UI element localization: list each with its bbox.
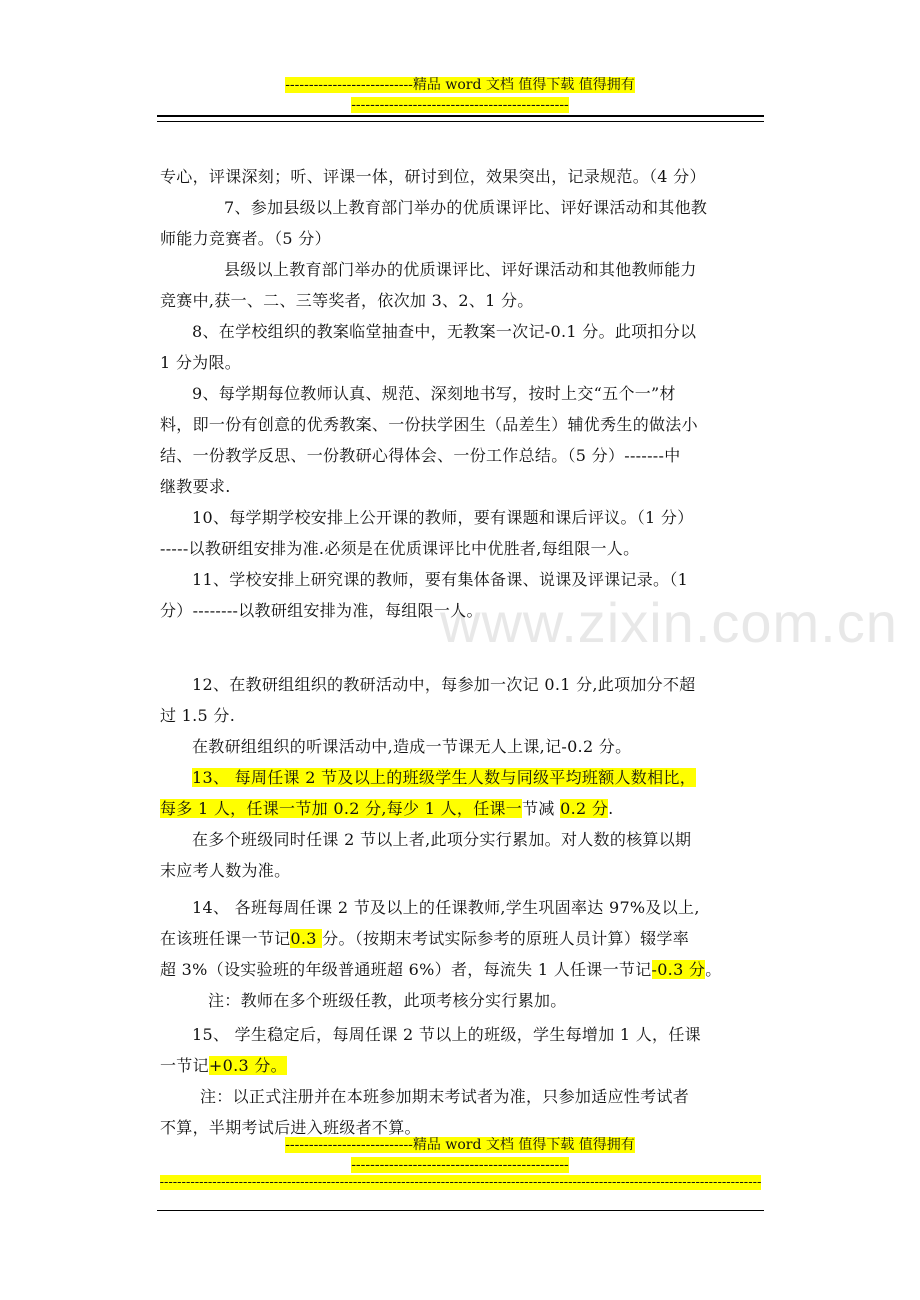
item-13-line-2c: 0.2 分 — [560, 799, 609, 818]
body-block-1-line: 料，即一份有创意的优秀教案、一份扶学困生（品差生）辅优秀生的做法小 — [160, 415, 698, 434]
body-block-1-line: 7、参加县级以上教育部门举办的优质课评比、评好课活动和其他教 — [224, 198, 708, 217]
footer-line-2 — [0, 1156, 920, 1174]
header-rule-thin — [157, 121, 764, 122]
item-14-line-2a: 在该班任课一节记 — [160, 929, 291, 948]
body-block-2 — [160, 669, 764, 762]
item-15 — [160, 1019, 764, 1143]
item-14-line-2b: 0.3 — [290, 929, 323, 948]
item-15-note-2: 不算，半期考试后进入班级者不算。 — [160, 1118, 421, 1137]
item-14-line-3c: 。 — [705, 960, 722, 979]
body-block-3 — [160, 824, 764, 886]
body-block-1-line: 师能力竞赛者。（5 分） — [160, 229, 331, 248]
item-14-line-3b: -0.3 分 — [651, 960, 706, 979]
header-rule-thick — [157, 115, 764, 117]
body-block-2-line: 过 1.5 分. — [160, 706, 236, 725]
item-14-line-3a: 超 3%（设实验班的年级普通班超 6%）者，每流失 1 人任课一节记 — [160, 960, 652, 979]
header-line-1 — [0, 76, 920, 94]
item-15-line-2b: +0.3 分。 — [208, 1056, 287, 1075]
footer-dashes-2: ---------------------------------------------- — [351, 1157, 569, 1173]
body-block-1-line: -----以教研组安排为准.必须是在优质课评比中优胜者,每组限一人。 — [160, 539, 640, 558]
item-15-note-1: 注：以正式注册并在本班参加期末考试者为准，只参加适应性考试者 — [200, 1087, 690, 1106]
body-block-1-line: 县级以上教育部门举办的优质课评比、评好课活动和其他教师能力 — [224, 260, 697, 279]
item-14 — [160, 892, 764, 1016]
footer-line-3 — [157, 1176, 764, 1190]
item-15-line-2a: 一节记 — [160, 1056, 209, 1075]
body-block-1-line: 11、学校安排上研究课的教师，要有集体备课、说课及评课记录。（1 — [192, 570, 689, 589]
footer-dashes: --------------------------- — [285, 1137, 413, 1153]
footer-line-1 — [0, 1136, 920, 1154]
body-block-1-line: 结、一份教学反思、一份教研心得体会、一份工作总结。（5 分）-------中 — [160, 446, 681, 465]
body-block-1-line: 分）--------以教研组安排为准，每组限一人。 — [160, 601, 483, 620]
item-14-line-2c: 分。（按期末考试实际参考的原班人员计算）辍学率 — [322, 929, 690, 948]
item-13-line-2b: 节减 — [522, 799, 561, 818]
body-block-1-line: 专心，评课深刻；听、评课一体，研讨到位，效果突出，记录规范。（4 分） — [160, 167, 706, 186]
header-tagline: 精品 word 文档 值得下载 值得拥有 — [412, 77, 635, 93]
body-block-2-line: 12、在教研组组织的教研活动中，每参加一次记 0.1 分,此项加分不超 — [192, 675, 696, 694]
header-dashes-2: ---------------------------------------------- — [351, 97, 569, 113]
body-block-1-line: 9、每学期每位教师认真、规范、深刻地书写，按时上交“五个一”材 — [192, 384, 676, 403]
body-block-2-line: 在教研组组织的听课活动中,造成一节课无人上课,记-0.2 分。 — [192, 737, 632, 756]
item-14-line-1: 14、 各班每周任课 2 节及以上的任课教师,学生巩固率达 97%及以上, — [192, 898, 700, 917]
footer-dashes-3: ----------------------------------------------------------------------------------------------------------------------------------------- — [159, 1175, 762, 1190]
item-13-line-2a: 每多 1 人，任课一节加 0.2 分,每少 1 人，任课一 — [160, 799, 523, 818]
item-13 — [160, 762, 764, 824]
body-block-1-line: 8、在学校组织的教案临堂抽查中，无教案一次记-0.1 分。此项扣分以 — [192, 322, 697, 341]
body-block-3-line: 末应考人数为准。 — [160, 861, 291, 880]
item-14-note: 注：教师在多个班级任教，此项考核分实行累加。 — [208, 991, 567, 1010]
footer-rule — [157, 1210, 764, 1211]
header-line-2 — [0, 96, 920, 114]
body-block-1-line: 竞赛中,获一、二、三等奖者，依次加 3、2、1 分。 — [160, 291, 534, 310]
body-block-1 — [160, 161, 764, 626]
body-block-1-line: 继教要求. — [160, 477, 231, 496]
body-block-3-line: 在多个班级同时任课 2 节以上者,此项分实行累加。对人数的核算以期 — [192, 830, 692, 849]
item-13-line-1: 13、 每周任课 2 节及以上的班级学生人数与同级平均班额人数相比， — [192, 768, 696, 787]
body-block-1-line: 10、每学期学校安排上公开课的教师，要有课题和课后评议。（1 分） — [192, 508, 694, 527]
footer-tagline: 精品 word 文档 值得下载 值得拥有 — [412, 1137, 635, 1153]
body-block-1-line: 1 分为限。 — [160, 353, 242, 372]
item-13-line-2d: . — [608, 799, 614, 818]
item-15-line-1: 15、 学生稳定后，每周任课 2 节以上的班级，学生每增加 1 人，任课 — [192, 1025, 701, 1044]
watermark: www.zixin.com.cn — [440, 591, 898, 654]
header-dashes: --------------------------- — [285, 77, 413, 93]
